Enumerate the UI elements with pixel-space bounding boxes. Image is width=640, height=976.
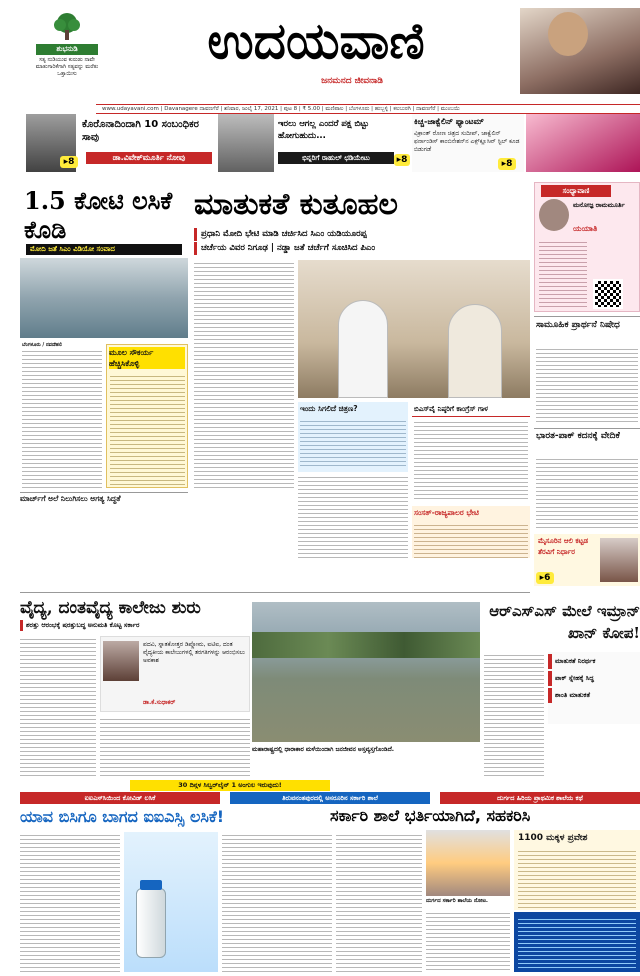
- right-headline-3[interactable]: ಮೈಸೂರಿನ ಆಲಿ ಕಟ್ಟಡ ತೆರವಿಗೆ ನಿರ್ಧಾರ: [538, 537, 589, 556]
- lead-left-box: [106, 344, 188, 488]
- qr-code-icon[interactable]: [593, 279, 623, 309]
- lead-main-box-3-body: [414, 522, 528, 558]
- flood-photo-trees: [252, 632, 480, 658]
- lead-main-photo-person-1: [338, 300, 388, 398]
- lead-main-strap-1: ಪ್ರಧಾನಿ ಮೋದಿ ಭೇಟಿ ಮಾಡಿ ಚರ್ಚಿಸಿದ ಸಿಎಂ ಯಡಿಯೂರಪ್ಪ: [194, 228, 530, 241]
- vaccine-vial-cap-icon: [140, 880, 162, 890]
- column-body: [539, 239, 587, 309]
- lead-main-box-1: [298, 402, 408, 472]
- teaser-3-title: ಕಿಚ್ಚ-ಜಾಕ್ವೆಲಿನ್ ಫ್ಯಾಂಟಮ್: [414, 117, 484, 126]
- right-headline-1[interactable]: ಸಾಮೂಹಿಕ ಪ್ರಾರ್ಥನೆ ನಿಷೇಧ: [536, 320, 620, 330]
- rss-bullets: [548, 652, 640, 724]
- column-title[interactable]: ಯಯಾತಿ: [573, 224, 598, 233]
- teaser-3-photo: [526, 114, 640, 172]
- bottom-left-headline[interactable]: ಯಾವ ಬಿಸಿಗೂ ಬಾಗದ ಐಐಎಸ್ಸಿ ಲಸಿಕೆ!: [20, 807, 225, 826]
- lead-main-box-3: [412, 506, 530, 558]
- lead-main-photo-person-2: [448, 304, 502, 398]
- lead-main-body-2: [298, 474, 408, 558]
- flood-photo-caption: ಮಹಾರಾಷ್ಟ್ರದಲ್ಲಿ ಧಾರಾಕಾರ ಮಳೆಯಿಂದಾಗಿ ಜನಜೀವನ ಅಸ್ತವ್ಯಸ್ತಗೊಂಡಿದೆ.: [252, 746, 395, 753]
- lead-main: [190, 184, 530, 558]
- school-photo: [426, 830, 510, 896]
- rss-body: [484, 652, 544, 778]
- rss-bullet-3: ಶಾಂತಿ ಮಾತುಕತೆ: [548, 688, 640, 703]
- bottom-tab-1[interactable]: ಐಐಎಸ್‌ಸಿಯಿಂದ ಕೋವಿಡ್ ಲಸಿಕೆ: [20, 792, 220, 804]
- bottom-right-headline[interactable]: ಸರ್ಕಾರಿ ಶಾಲೆ ಭರ್ತಿಯಾಗಿದೆ, ಸಹಕರಿಸಿ: [330, 806, 531, 825]
- shubhanudi-title: ಶುಭನುಡಿ: [36, 44, 98, 55]
- edition-name: Davanagere ದಾವಣಗೆರೆ: [164, 106, 219, 112]
- teaser-1-title: ಕೊರೊನಾದಿಂದಾಗಿ 10 ಸಂಬಂಧಿಕರ ಸಾವು: [82, 119, 199, 143]
- lead-main-box-1-body: [300, 418, 406, 468]
- teaser-strip: [0, 114, 640, 174]
- quote-text: ಪದವಿ, ಸ್ನಾತಕೋತ್ತರ ಡಿಪ್ಲೋಮ, ಐಟಿಐ, ದಂತ ವೈದ್ಯಕೀಯ ಕಾಲೇಜುಗಳಲ್ಲಿ ತರಗತಿಗಳನ್ನು ಆರಂಭಿಸಲು ಅವಕಾಶ: [143, 641, 245, 664]
- vaccine-graphic: [124, 832, 218, 972]
- rss-headline[interactable]: ಆರ್‌ಎಸ್‌ಎಸ್ ಮೇಲೆ ಇಮ್ರಾನ್ ಖಾನ್ ಕೋಪ!: [489, 602, 640, 642]
- lead-main-box-2-body: [414, 419, 528, 502]
- lead-left-box-body: [110, 373, 185, 485]
- lead-left: [20, 184, 188, 558]
- bottom-promo[interactable]: [514, 912, 640, 972]
- teaser-3-sub: ವಿಕ್ರಾಂತ್ ರೋಣ ಚಿತ್ರದ ಸುದೀಪ್, ಜಾಕ್ವೆಲಿನ್ ಫರ್ನಾಂಡಿಸ್ ಕಾಂಬಿನೇಶನ್‌ನ ಎಕ್ಸ್‌ಕ್ಲೂಸಿವ್ ಸ್ಟಿಲ್ ಕೂಡ ಬಿಡುಗಡೆ: [414, 130, 520, 153]
- right-divider-2: [534, 428, 640, 429]
- teaser-1-page: ▸8: [60, 156, 78, 168]
- lead-main-box-3-title: ಸಂಸತ್-ರಾಜ್ಯಪಾಲರ ಭೇಟಿ: [414, 508, 479, 517]
- shubhanudi-text: ಸತ್ಯ ನುಡಿಯುವ ಕುರುಡು ನಾವೇ ಮಾತುಗಾರಿಕೆಗಾಗಿ ಸತ್ಯವನ್ನು ಮರೆತು ಒತ್ತಾಯಿಸು: [35, 57, 99, 77]
- bottom-body-4: [426, 910, 510, 972]
- bottom-body-2: [222, 832, 332, 972]
- teaser-1[interactable]: [26, 114, 216, 172]
- bottom-box: [514, 830, 640, 910]
- teaser-2-page: ▸8: [394, 154, 410, 166]
- issue-date: ಶನಿವಾರ, ಜುಲೈ 17, 2021: [224, 106, 279, 112]
- right-box-3-photo: [600, 538, 638, 582]
- teaser-1-sub: ಡಾ.ವಿವೇಕ್‌ಮೂರ್ತಿ ನೋವು: [86, 152, 212, 164]
- bottom-tab-2[interactable]: ತಿರುವನಂತಪುರದಲ್ಲಿ ಅಸರೂರಿನ ಸರ್ಕಾರಿ ಶಾಲೆ: [230, 792, 430, 804]
- teaser-2-photo: [218, 114, 274, 172]
- lead-left-dateline: ಬೆಂಗಳೂರು / ನವದೆಹಲಿ: [22, 342, 102, 350]
- flood-photo: [252, 602, 480, 742]
- vaccine-vial-icon: [136, 888, 166, 958]
- school-photo-caption: ದುರ್ಗದ ಸರ್ಕಾರಿ ಶಾಲೆಯ ನೋಟ.: [426, 898, 489, 904]
- mid-body-1: [20, 636, 96, 778]
- lead-left-body-1: [22, 344, 102, 488]
- teaser-3-page: ▸8: [498, 158, 516, 170]
- teaser-3[interactable]: [412, 114, 524, 172]
- lead-main-box-1-title: ಇಂದು ಸಿಗಲಿದೆ ಚಿತ್ರಣ?: [300, 404, 358, 413]
- columnist-photo: [539, 199, 569, 231]
- cities: ಮಣಿಪಾಲ | ಬೆಂಗಳೂರು | ಹುಬ್ಬಳ್ಳಿ | ಕಲಬುರಗಿ | ದಾವಣಗೆರೆ | ಮುಂಬಯಿ: [325, 106, 460, 112]
- column-label: ಸಂಧ್ಯಾವಾಣಿ: [541, 185, 611, 197]
- lead-left-subhead[interactable]: ಮಾರ್ಚ್‌ಗೆ ಅಲೆ ನಿಲುಗಿಸಲು ಅಗತ್ಯ ಸಿದ್ಧತೆ: [20, 492, 188, 504]
- shubhanudi-box: [28, 12, 106, 96]
- rss-bullet-1: ಮಾತುಕತೆ ನಿರರ್ಥಕ: [548, 654, 640, 669]
- right-column: [534, 182, 640, 586]
- mid-divider: [20, 592, 530, 593]
- bottom-body-1: [20, 832, 120, 972]
- teaser-2-sub: ಭಿನ್ನರಿಗೆ ರಾಹುಲ್ ಛಡಿಯೇಟು: [278, 152, 394, 164]
- right-headline-2[interactable]: ಭಾರತ-ಪಾಕ್ ಕದನಕ್ಕೆ ವೇದಿಕೆ: [536, 431, 620, 441]
- right-page-badge: ▸6: [536, 572, 554, 584]
- site-url[interactable]: www.udayavani.com: [102, 106, 159, 112]
- logo-text[interactable]: ಉದಯವಾಣಿ: [207, 11, 425, 70]
- column-box: [534, 182, 640, 312]
- lead-main-headline[interactable]: ಮಾತುಕತೆ ಕುತೂಹಲ: [194, 187, 398, 222]
- lead-left-photo: [20, 258, 188, 338]
- lead-main-body-1: [194, 260, 294, 490]
- lead-main-strap-2: ಚರ್ಚೆಯ ವಿವರ ನಿಗೂಢ | ನಡ್ಡಾ ಜತೆ ಚರ್ಚೆಗೆ ಸೂಚಿಸಿದ ಪಿಎಂ: [194, 242, 530, 255]
- lead-main-box-2: [412, 402, 530, 502]
- page-count: ಪುಟ 8: [283, 106, 298, 112]
- lead-left-box-title: ಮೂಲ ಸೌಕರ್ಯ ಹೆಚ್ಚಿಸಿಕೊಳ್ಳಿ: [109, 347, 185, 369]
- lead-main-box-2-title: ಬಿಎಸ್‌ವೈ ನಿಷ್ಠರಿಗೆ ಕಾಂಗ್ರೆಸ್ ಗಾಳ: [412, 402, 530, 417]
- lead-left-headline[interactable]: 1.5 ಕೋಟಿ ಲಸಿಕೆ ಕೊಡಿ: [24, 186, 173, 244]
- teaser-2[interactable]: [218, 114, 410, 172]
- bottom-box-body: [518, 848, 636, 908]
- dateline-strip: www.udayavani.com | Davanagere ದಾವಣಗೆರೆ | ಶನಿವಾರ, ಜುಲೈ 17, 2021 | ಪುಟ 8 | ₹ 5.00 | ಮಣಿಪಾಲ | ಬೆಂಗಳೂರು | ಹುಬ್ಬಳ್ಳಿ | ಕಲಬುರಗಿ | ದಾವಣಗೆರೆ | ಮುಂಬಯಿ: [96, 104, 640, 114]
- price: ₹ 5.00: [302, 106, 320, 112]
- mid-body-2: [100, 716, 250, 778]
- mid-quote-box: [100, 636, 250, 712]
- teaser-2-title: ಇರಲು ಆಗಲ್ಲ ಎಂದರೆ ಪಕ್ಷ ಬಿಟ್ಟು ಹೋಗುಹುದು...: [278, 119, 369, 141]
- celebrity-photo-face: [548, 12, 588, 56]
- right-body-1: [536, 346, 638, 424]
- right-box-3: [534, 534, 640, 586]
- masthead: [0, 0, 640, 96]
- tagline: ಜನಮನದ ಜೀವನಾಡಿ: [321, 76, 383, 86]
- mid-strap: ಶರತ್ತು ಆರಂಭಕ್ಕೆ ಷರತ್ತುಬದ್ಧ ಅನುಮತಿ ಕೊಟ್ಟ ಸರ್ಕಾರ: [20, 620, 250, 631]
- bottom-promo-body: [518, 916, 636, 968]
- rss-bullet-2: ಪಾಕ್ ಸ್ನೇಹಕ್ಕೆ ಸಿದ್ಧ: [548, 671, 640, 686]
- bottom-body-3: [336, 832, 422, 972]
- right-divider-1: [534, 316, 640, 317]
- lead-left-strap: ಮೋದಿ ಜತೆ ಸಿಎಂ ವಿಡಿಯೋ ಸಂವಾದ: [26, 244, 182, 255]
- bottom-box-title: 1100 ಮಕ್ಕಳ ಪ್ರವೇಶ: [518, 833, 588, 843]
- right-body-2: [536, 456, 638, 530]
- columnist-name: ಮನೋಜ್ಞ ರಾಮಮೂರ್ತಿ: [573, 201, 625, 209]
- mid-headline[interactable]: ವೈದ್ಯ, ದಂತವೈದ್ಯ ಕಾಲೇಜು ಶುರು: [20, 598, 201, 618]
- tree-icon: [50, 12, 84, 42]
- bottom-tabs: [20, 792, 640, 804]
- bottom-strip: 30 ದಿನ್ಗಳ ಸಿಲ್ವರ್‌ಲೈನ್ 1 ಅಂಗುಲ ಇರುವುದು!: [130, 780, 330, 791]
- quote-byline: ಡಾ.ಕೆ.ಸುಧಾಕರ್: [143, 699, 176, 706]
- quote-photo: [103, 641, 139, 681]
- lead-main-photo: [298, 260, 530, 398]
- bottom-tab-3[interactable]: ದುರ್ಗದ ಹಿರಿಯ ಪ್ರಾಥಮಿಕ ಶಾಲೆಯ ಕಥೆ: [440, 792, 640, 804]
